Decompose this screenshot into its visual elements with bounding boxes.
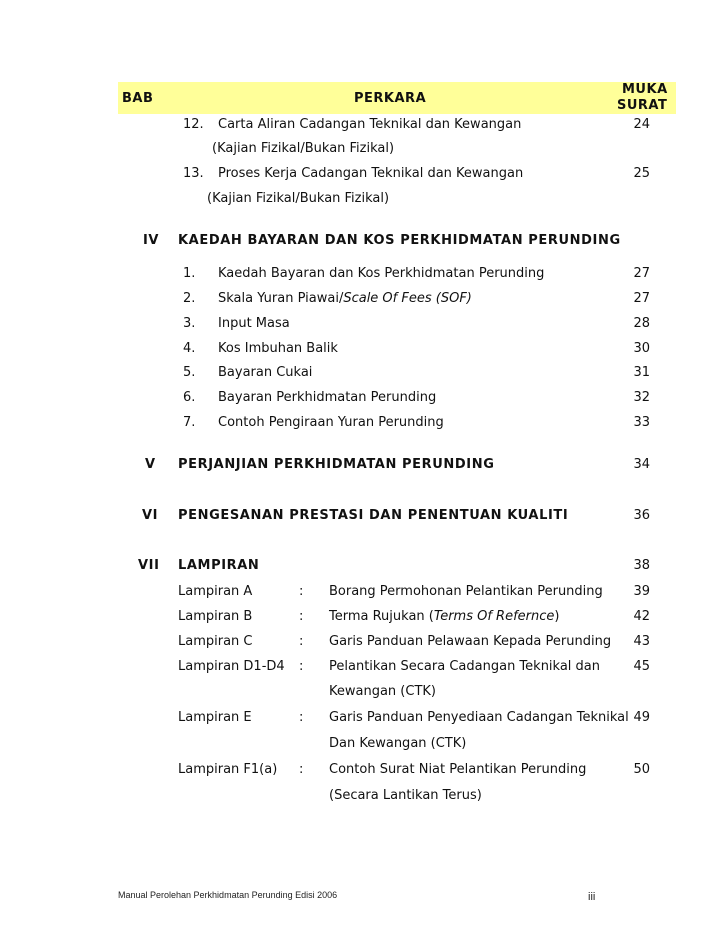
- item-text: Input Masa: [218, 316, 290, 331]
- item-page: 30: [633, 341, 650, 356]
- chapter-page: 34: [633, 457, 650, 472]
- chapter-title: PERJANJIAN PERKHIDMATAN PERUNDING: [178, 457, 495, 472]
- item-num: 4.: [183, 341, 196, 356]
- item-page: 24: [633, 117, 650, 132]
- chapter-title: KAEDAH BAYARAN DAN KOS PERKHIDMATAN PERUNDING: [178, 233, 621, 248]
- item-text: Carta Aliran Cadangan Teknikal dan Kewangan: [218, 117, 522, 132]
- chapter-title: LAMPIRAN: [178, 558, 260, 573]
- item-text: Kos Imbuhan Balik: [218, 341, 338, 356]
- appendix-desc-line2: Dan Kewangan (CTK): [329, 736, 467, 751]
- footer-page-number: iii: [588, 891, 596, 903]
- header-bab: BAB: [122, 91, 154, 106]
- appendix-page: 42: [633, 609, 650, 624]
- appendix-name: Lampiran C: [178, 634, 253, 649]
- item-page: 32: [633, 390, 650, 405]
- item-page: 31: [633, 365, 650, 380]
- item-num: 12.: [183, 117, 204, 132]
- item-num: 5.: [183, 365, 196, 380]
- item-num: 13.: [183, 166, 204, 181]
- appendix-desc-italic: Terms Of Refernce: [433, 609, 555, 624]
- footer-title: Manual Perolehan Perkhidmatan Perunding Edisi 2006: [118, 890, 338, 900]
- chapter-roman: VI: [142, 508, 159, 523]
- item-page: 28: [633, 316, 650, 331]
- item-num: 7.: [183, 415, 196, 430]
- item-num: 1.: [183, 266, 196, 281]
- header-surat: SURAT: [617, 98, 668, 113]
- item-text: Kaedah Bayaran dan Kos Perkhidmatan Perunding: [218, 266, 545, 281]
- appendix-name: Lampiran D1-D4: [178, 659, 285, 674]
- item-text: Bayaran Cukai: [218, 365, 313, 380]
- item-num: 2.: [183, 291, 196, 306]
- appendix-desc: Garis Panduan Penyediaan Cadangan Teknikal: [329, 710, 629, 725]
- appendix-sep: :: [299, 634, 304, 649]
- appendix-desc: [329, 609, 559, 624]
- item-text: Contoh Pengiraan Yuran Perunding: [218, 415, 444, 430]
- appendix-name: Lampiran B: [178, 609, 253, 624]
- appendix-name: Lampiran E: [178, 710, 252, 725]
- appendix-page: 45: [633, 659, 650, 674]
- chapter-page: 38: [633, 558, 650, 573]
- appendix-page: 50: [633, 762, 650, 777]
- appendix-desc-line2: Kewangan (CTK): [329, 684, 436, 699]
- chapter-page: 36: [633, 508, 650, 523]
- item-subtext: (Kajian Fizikal/Bukan Fizikal): [207, 191, 390, 206]
- appendix-desc-post: ): [554, 609, 560, 624]
- appendix-page: 39: [633, 584, 650, 599]
- header-perkara: PERKARA: [354, 91, 427, 106]
- header-muka: MUKA: [622, 82, 668, 97]
- appendix-desc: Pelantikan Secara Cadangan Teknikal dan: [329, 659, 601, 674]
- appendix-desc: Contoh Surat Niat Pelantikan Perunding: [329, 762, 587, 777]
- appendix-page: 43: [633, 634, 650, 649]
- item-page: 33: [633, 415, 650, 430]
- appendix-desc-line2: (Secara Lantikan Terus): [329, 788, 482, 803]
- item-page: 27: [633, 266, 650, 281]
- item-num: 6.: [183, 390, 196, 405]
- appendix-desc: Garis Panduan Pelawaan Kepada Perunding: [329, 634, 612, 649]
- chapter-roman: VII: [138, 558, 160, 573]
- chapter-roman: IV: [143, 233, 160, 248]
- item-page: 27: [633, 291, 650, 306]
- item-text: Proses Kerja Cadangan Teknikal dan Kewangan: [218, 166, 524, 181]
- item-page: 25: [633, 166, 650, 181]
- item-text-plain: Skala Yuran Piawai/: [218, 291, 344, 306]
- item-text-italic: Scale Of Fees (SOF): [343, 291, 472, 306]
- appendix-desc: Borang Permohonan Pelantikan Perunding: [329, 584, 603, 599]
- appendix-page: 49: [633, 710, 650, 725]
- appendix-sep: :: [299, 710, 304, 725]
- item-text: [218, 291, 472, 306]
- item-num: 3.: [183, 316, 196, 331]
- appendix-name: Lampiran A: [178, 584, 253, 599]
- appendix-desc-pre: Terma Rujukan (: [329, 609, 434, 624]
- item-text: Bayaran Perkhidmatan Perunding: [218, 390, 437, 405]
- appendix-name: Lampiran F1(a): [178, 762, 278, 777]
- chapter-title: PENGESANAN PRESTASI DAN PENENTUAN KUALITI: [178, 508, 569, 523]
- appendix-sep: :: [299, 609, 304, 624]
- appendix-sep: :: [299, 584, 304, 599]
- appendix-sep: :: [299, 659, 304, 674]
- chapter-roman: V: [145, 457, 156, 472]
- appendix-sep: :: [299, 762, 304, 777]
- table-header: [118, 82, 676, 114]
- item-subtext: (Kajian Fizikal/Bukan Fizikal): [212, 141, 395, 156]
